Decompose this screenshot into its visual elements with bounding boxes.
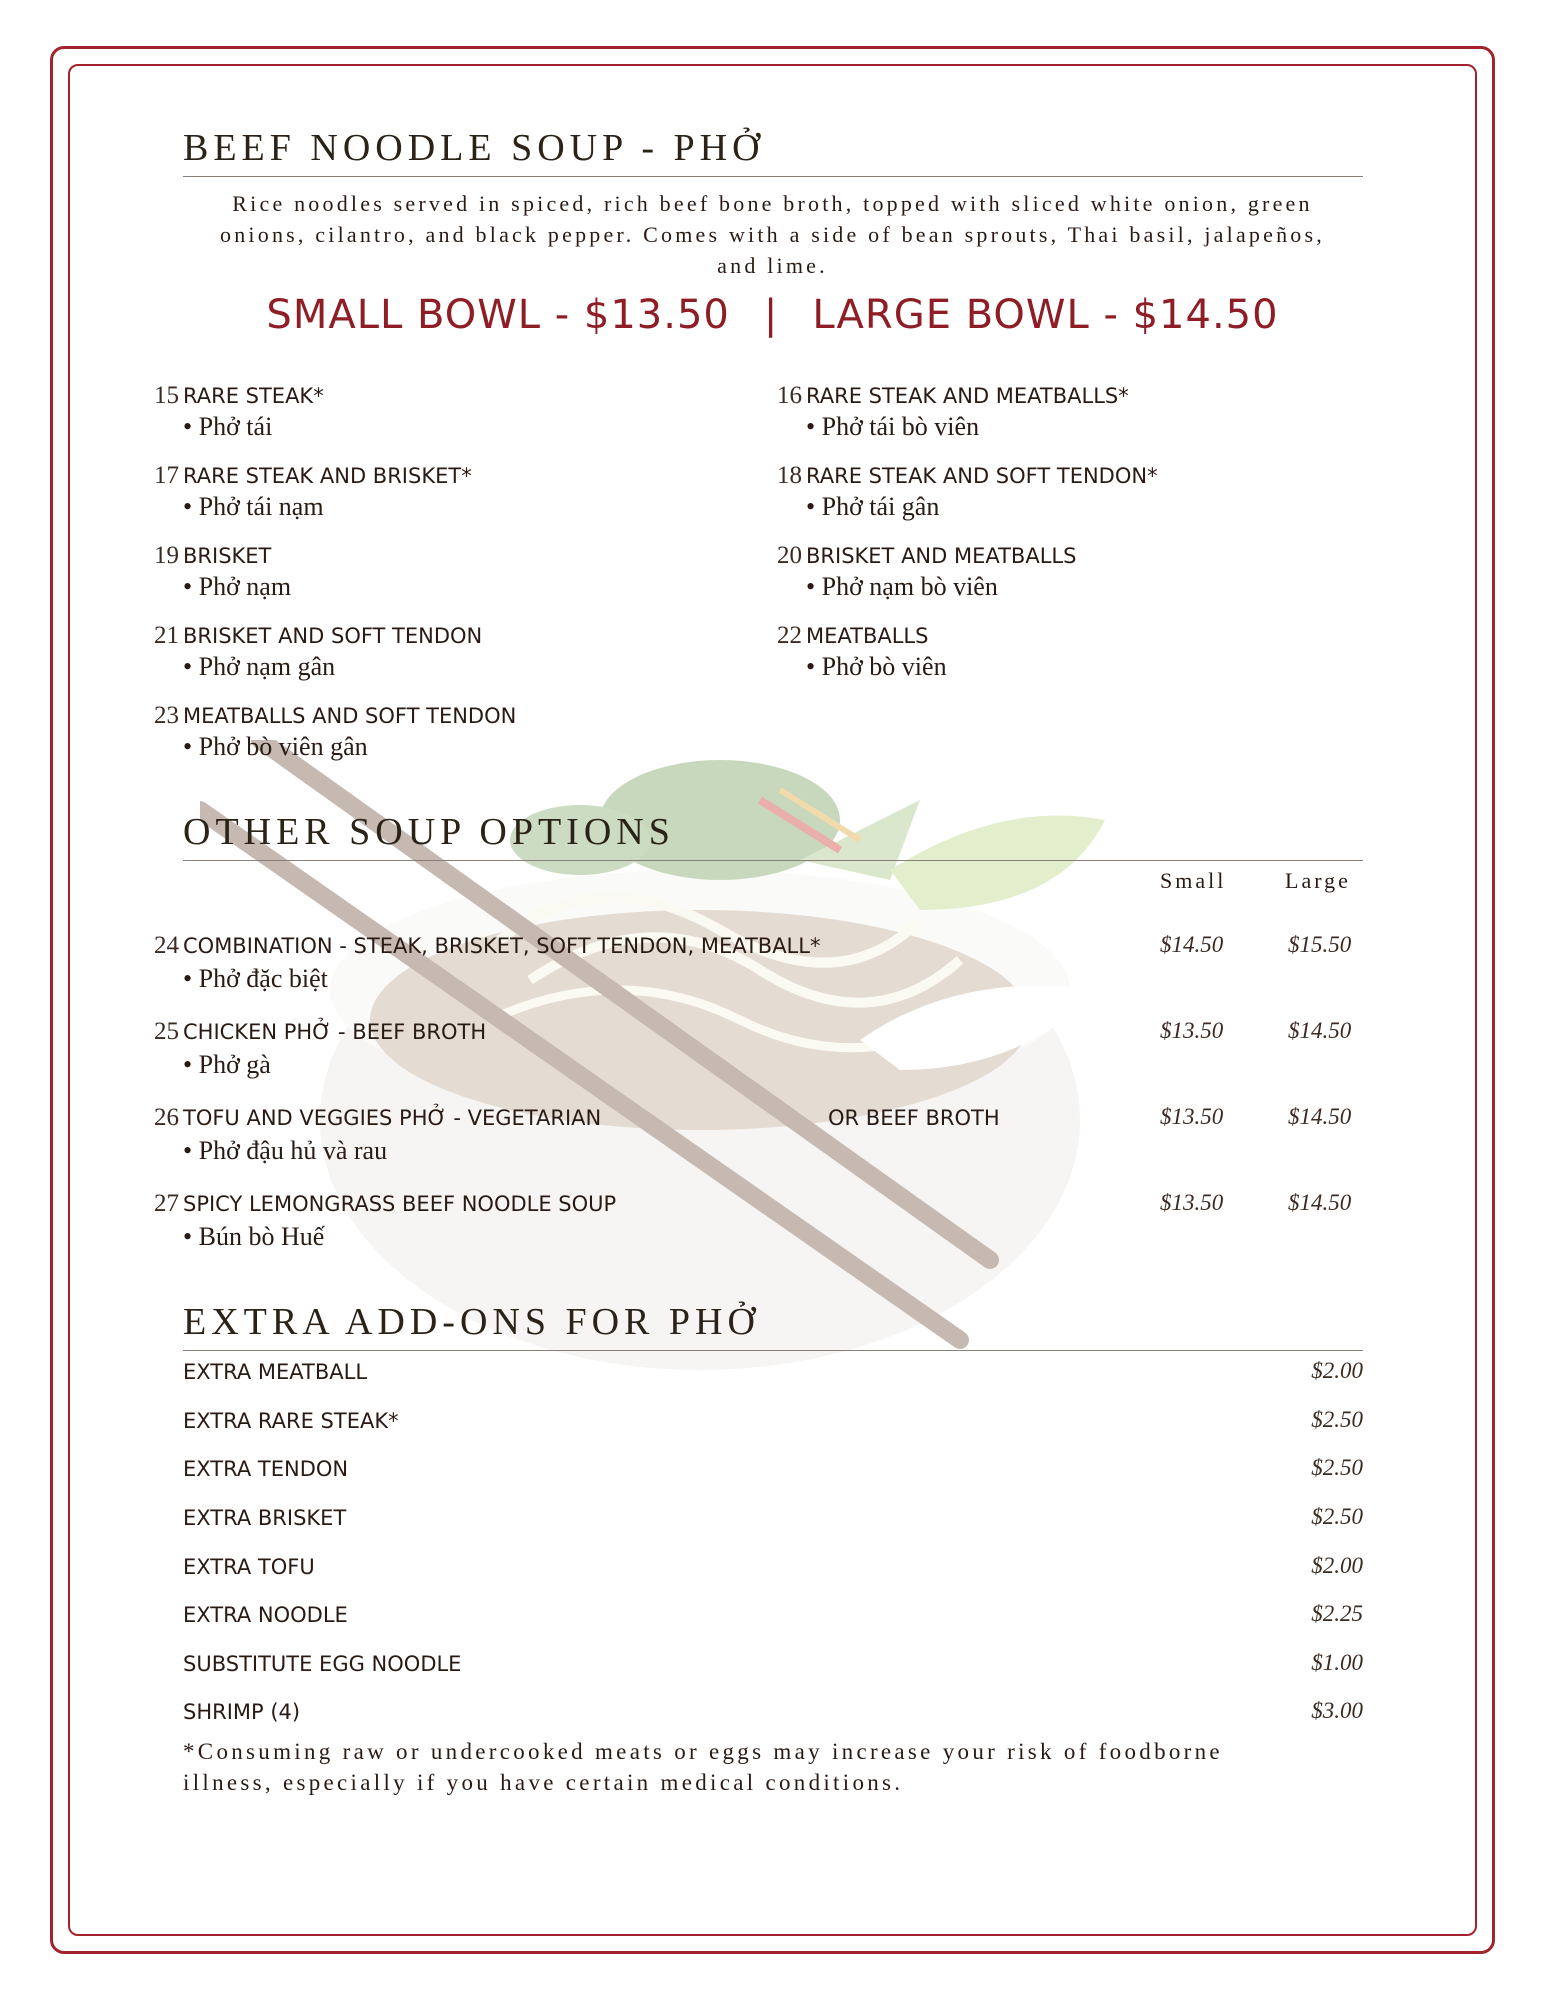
item-vietnamese-name: • Phở bò viên gân (183, 732, 368, 761)
item-number: 25 (154, 1018, 179, 1045)
item-vietnamese-name: • Phở bò viên (806, 652, 947, 681)
item-name: RARE STEAK AND BRISKET* (183, 464, 472, 488)
item-vietnamese-name: • Phở gà (183, 1050, 271, 1079)
raw-food-disclaimer: *Consuming raw or undercooked meats or eggs may increase your risk of foodborne illness, especially if you have certain medical conditions. (183, 1739, 1223, 1795)
item-number: 24 (154, 932, 179, 959)
price-separator: | (763, 292, 779, 338)
item-name: BRISKET AND MEATBALLS (806, 544, 1077, 568)
item-name: RARE STEAK AND SOFT TENDON* (806, 464, 1158, 488)
addon-price: $2.00 (1311, 1553, 1363, 1578)
addon-name: EXTRA MEATBALL (183, 1360, 368, 1384)
addon-row (183, 1555, 1363, 1595)
addon-name: EXTRA TOFU (183, 1555, 315, 1579)
item-number: 20 (777, 542, 802, 569)
item-vietnamese-name: • Bún bò Huế (183, 1222, 325, 1251)
addon-row (183, 1457, 1363, 1497)
addon-price: $2.00 (1311, 1358, 1363, 1383)
item-vietnamese-name: • Phở đậu hủ và rau (183, 1136, 388, 1165)
item-name: COMBINATION - STEAK, BRISKET, SOFT TENDON, MEATBALL* (183, 934, 821, 958)
addon-name: SUBSTITUTE EGG NOODLE (183, 1652, 462, 1676)
small-column-header: Small (1160, 868, 1227, 893)
item-vietnamese-name: • Phở nạm gân (183, 652, 336, 681)
soup-row (0, 932, 1545, 1012)
item-name: MEATBALLS (806, 624, 929, 648)
large-price: $14.50 (1288, 1190, 1352, 1215)
item-name: CHICKEN PHỞ - BEEF BROTH (183, 1020, 487, 1044)
small-price: $13.50 (1160, 1104, 1224, 1129)
addon-price: $2.25 (1311, 1601, 1363, 1626)
item-number: 27 (154, 1190, 179, 1217)
addon-row (183, 1603, 1363, 1643)
item-note: OR BEEF BROTH (828, 1106, 1000, 1130)
item-vietnamese-name: • Phở nạm bò viên (806, 572, 998, 601)
small-price: $14.50 (1160, 932, 1224, 957)
other-soups-title: OTHER SOUP OPTIONS (183, 810, 1363, 861)
pho-section-title: BEEF NOODLE SOUP - PHỞ (183, 126, 1363, 177)
item-name: TOFU AND VEGGIES PHỞ - VEGETARIAN (183, 1106, 602, 1130)
item-vietnamese-name: • Phở tái nạm (183, 492, 324, 521)
item-vietnamese-name: • Phở tái (183, 412, 273, 441)
item-number: 23 (154, 702, 179, 729)
small-bowl-price: SMALL BOWL - $13.50 (266, 292, 730, 338)
pho-description: Rice noodles served in spiced, rich beef bone broth, topped with sliced white onion, green onions, cilantro, and black pepper. Comes with a side of bean sprouts, Thai basil, jalapeños, and lime. (220, 191, 1325, 278)
addon-row (183, 1652, 1363, 1692)
item-number: 19 (154, 542, 179, 569)
large-bowl-price: LARGE BOWL - $14.50 (812, 292, 1279, 338)
small-price: $13.50 (1160, 1018, 1224, 1043)
addon-row (183, 1360, 1363, 1400)
item-number: 15 (154, 382, 179, 409)
addon-row (183, 1506, 1363, 1546)
addon-name: EXTRA TENDON (183, 1457, 349, 1481)
bowl-price-banner (0, 292, 1545, 338)
soup-row (0, 1104, 1545, 1184)
addon-row (183, 1409, 1363, 1449)
item-name: BRISKET AND SOFT TENDON (183, 624, 483, 648)
addon-name: EXTRA RARE STEAK* (183, 1409, 399, 1433)
item-number: 22 (777, 622, 802, 649)
item-name: BRISKET (183, 544, 272, 568)
soup-row (0, 1190, 1545, 1270)
soup-row (0, 1018, 1545, 1098)
item-name: RARE STEAK AND MEATBALLS* (806, 384, 1129, 408)
item-number: 16 (777, 382, 802, 409)
item-number: 21 (154, 622, 179, 649)
item-name: SPICY LEMONGRASS BEEF NOODLE SOUP (183, 1192, 617, 1216)
small-price: $13.50 (1160, 1190, 1224, 1215)
addon-price: $2.50 (1311, 1407, 1363, 1432)
item-number: 18 (777, 462, 802, 489)
addon-price: $2.50 (1311, 1504, 1363, 1529)
addon-name: SHRIMP (4) (183, 1700, 301, 1724)
addon-price: $1.00 (1311, 1650, 1363, 1675)
item-vietnamese-name: • Phở tái gân (806, 492, 940, 521)
extras-title: EXTRA ADD-ONS FOR PHỞ (183, 1300, 1363, 1351)
addon-name: EXTRA NOODLE (183, 1603, 348, 1627)
addon-name: EXTRA BRISKET (183, 1506, 347, 1530)
addon-price: $2.50 (1311, 1455, 1363, 1480)
addon-row (183, 1700, 1363, 1740)
item-name: RARE STEAK* (183, 384, 324, 408)
item-number: 17 (154, 462, 179, 489)
large-price: $14.50 (1288, 1018, 1352, 1043)
item-name: MEATBALLS AND SOFT TENDON (183, 704, 517, 728)
large-column-header: Large (1285, 868, 1351, 893)
addon-price: $3.00 (1311, 1698, 1363, 1723)
item-vietnamese-name: • Phở đặc biệt (183, 964, 328, 993)
large-price: $14.50 (1288, 1104, 1352, 1129)
item-vietnamese-name: • Phở tái bò viên (806, 412, 980, 441)
large-price: $15.50 (1288, 932, 1352, 957)
item-number: 26 (154, 1104, 179, 1131)
item-vietnamese-name: • Phở nạm (183, 572, 292, 601)
